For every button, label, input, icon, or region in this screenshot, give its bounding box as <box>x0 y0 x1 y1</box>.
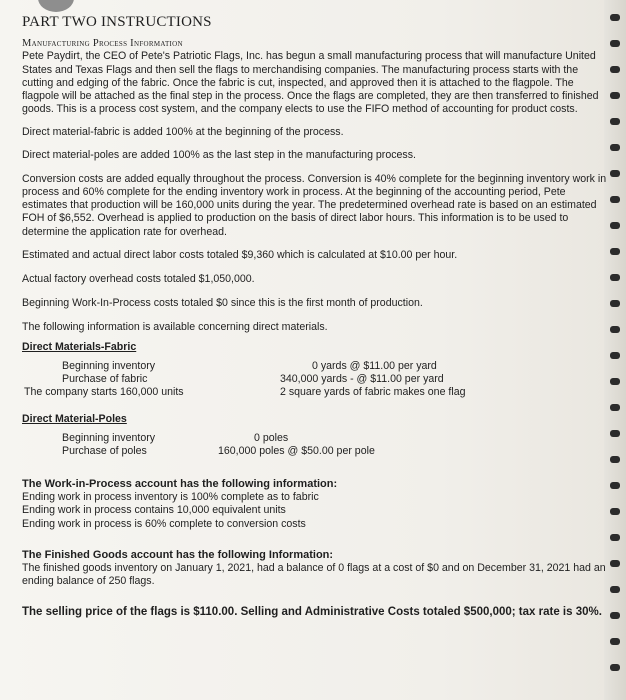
fg-section <box>22 549 612 589</box>
fact-poles: Direct material-poles are added 100% as the last step in the manufacturing process. <box>22 148 416 161</box>
fg-heading: The Finished Goods account has the following Information: <box>22 548 334 561</box>
page-title: PART TWO INSTRUCTIONS <box>22 14 212 30</box>
list-item: Ending work in process inventory is 100% complete as to fabric <box>22 491 319 504</box>
wip-section <box>22 478 612 531</box>
table-row: The company starts 160,000 units 2 square yards of fabric makes one flag <box>24 385 466 398</box>
closing-statement: The selling price of the flags is $110.00. Selling and Administrative Costs totaled $500,000; tax rate is 30%. <box>22 606 602 619</box>
poles-heading: Direct Material-Poles <box>22 412 127 425</box>
fabric-table <box>22 360 612 399</box>
wip-heading: The Work-in-Process account has the following information: <box>22 478 338 491</box>
fact-conversion: Conversion costs are added equally throughout the process. Conversion is 40% complete for the beginning inventory work in process and 60% complete for the ending inventory work in process. At the beginning of the accounting period, Pete estimates that production will be 160,000 units during the year. The predetermined overhead rate is based on an estimated FOH of $6,552. Overhead is applied to production on the basis of direct labor hours. This information is to be used to determine the application rate for overhead. <box>22 172 607 238</box>
table-row: Purchase of fabric 340,000 yards - @ $11.00 per yard <box>62 372 444 385</box>
list-item: Ending work in process is 60% complete to conversion costs <box>22 517 306 530</box>
table-row: Beginning inventory 0 yards @ $11.00 per yard <box>62 359 437 372</box>
seal-icon <box>38 0 74 12</box>
table-row: Beginning inventory 0 poles <box>62 432 289 445</box>
fact-labor: Estimated and actual direct labor costs totaled $9,360 which is calculated at $10.00 per hour. <box>22 248 458 261</box>
fact-beginning-wip: Beginning Work-In-Process costs totaled $0 since this is the first month of production. <box>22 297 423 310</box>
fact-materials-intro: The following information is available concerning direct materials. <box>22 321 328 334</box>
fabric-heading: Direct Materials-Fabric <box>22 340 137 353</box>
fact-overhead: Actual factory overhead costs totaled $1,050,000. <box>22 273 255 286</box>
section-subheading: Manufacturing Process Information <box>22 38 183 50</box>
table-row: Purchase of poles 160,000 poles @ $50.00 per pole <box>62 445 375 458</box>
fact-fabric: Direct material-fabric is added 100% at the beginning of the process. <box>22 126 344 139</box>
document-content <box>22 16 612 620</box>
poles-table <box>22 432 612 458</box>
list-item: Ending work in process contains 10,000 equivalent units <box>22 504 286 517</box>
fg-text: The finished goods inventory on January 1, 2021, had a balance of 0 flags at a cost of $0 and on December 31, 2021 had an ending balance of 250 flags. <box>22 562 606 588</box>
intro-paragraph: Pete Paydirt, the CEO of Pete's Patriotic Flags, Inc. has begun a small manufacturing process that will manufacture United States and Texas Flags and then sell the flags to merchandising companies. The manufacturing process starts with the cutting and edging of the fabric. Once the fabric is cut, inspected, and approved then it is attached to the flagpole. The flagpole will be attached as the final step in the process. Once the flags are completed, they are then transferred to finished goods. This is a process cost system, and the company elects to use the FIFO method of accounting for product costs. <box>22 50 599 116</box>
